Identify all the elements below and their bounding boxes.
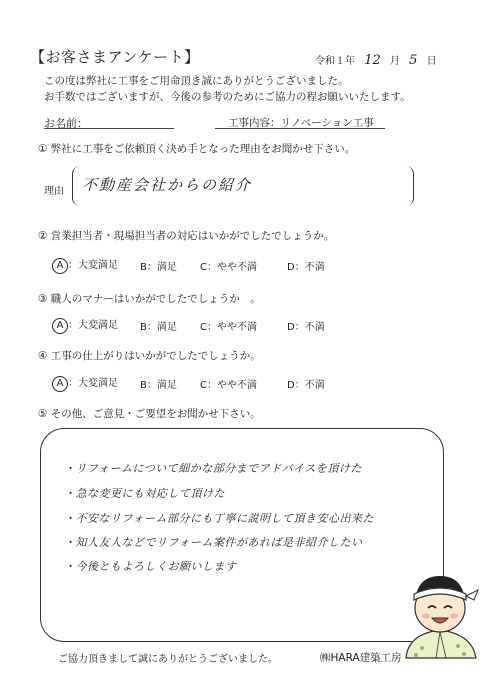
date-day-unit: 日	[426, 56, 437, 67]
comment-line: ・急な変更にも対応して頂けた	[64, 487, 225, 500]
selected-circle-mark: A	[52, 376, 68, 392]
reason-bracket-right	[405, 166, 414, 206]
question-3: ③ 職人のマナーはいかがでしたでしょうか 。	[38, 293, 261, 305]
selected-circle-mark: A	[52, 318, 68, 334]
comment-line: ・リフォームについて細かな部分までアドバイスを頂けた	[64, 462, 362, 475]
footer-thanks: ご協力頂きまして誠にありがとうございました。	[58, 654, 278, 665]
option-a-label: ：大変満足	[68, 378, 118, 389]
option-a	[52, 374, 118, 392]
date-day: 5	[409, 53, 418, 68]
option-a	[52, 256, 118, 274]
date-month: 12	[364, 53, 381, 68]
option-b: B：満足	[140, 380, 177, 391]
work-content-label: 工事内容：リノベーション工事	[228, 117, 374, 129]
option-d: D：不満	[287, 262, 325, 273]
work-content-underline	[215, 128, 385, 129]
option-a-label: ：大変満足	[68, 260, 118, 271]
name-underline	[44, 128, 174, 129]
option-b: B：満足	[140, 262, 177, 273]
reason-label: 理由	[44, 186, 64, 197]
question-4: ④ 工事の仕上がりはいかがでしたでしょうか。	[38, 350, 261, 362]
date-month-unit: 月	[389, 56, 400, 67]
question-2: ② 営業担当者・現場担当者の対応はいかがでしたでしょうか。	[38, 230, 335, 242]
option-c: C：やや不満	[200, 322, 257, 333]
comment-line: ・知人友人などでリフォーム案件があれば是非紹介したい	[64, 536, 363, 549]
option-d: D：不満	[287, 380, 325, 391]
survey-title: 【お客さまアンケート】	[30, 48, 200, 66]
survey-date	[315, 52, 437, 68]
option-c: C：やや不満	[200, 380, 257, 391]
name-label: お名前：	[44, 117, 88, 130]
date-prefix: 令和１年	[315, 56, 355, 67]
reason-bracket-left	[72, 166, 81, 206]
comment-line: ・不安なリフォーム部分にも丁寧に説明して頂き安心出来た	[64, 512, 374, 525]
intro-line-2: お手数ではございますが、今後の参考のためにご協力の程お願いいたします。	[44, 91, 411, 103]
company-name: ㈱HARA建築工房	[320, 652, 402, 664]
carpenter-mascot-illustration	[392, 560, 488, 660]
comment-line: ・今後ともよろしくお願いします	[64, 560, 237, 573]
option-c: C：やや不満	[200, 262, 257, 273]
option-b: B：満足	[140, 322, 177, 333]
option-d: D：不満	[287, 322, 325, 333]
question-1: ① 弊社に工事をご依頼頂く決め手となった理由をお聞かせ下さい。	[38, 143, 356, 155]
intro-line-1: この度は弊社に工事をご用命頂き誠にありがとうございました。	[44, 75, 349, 87]
option-a	[52, 316, 118, 334]
selected-circle-mark: A	[52, 258, 68, 274]
reason-answer: 不動産会社からの紹介	[82, 176, 253, 194]
question-5: ⑤ その他、ご意見・ご要望をお聞かせ下さい。	[38, 408, 261, 420]
option-a-label: ：大変満足	[68, 320, 118, 331]
